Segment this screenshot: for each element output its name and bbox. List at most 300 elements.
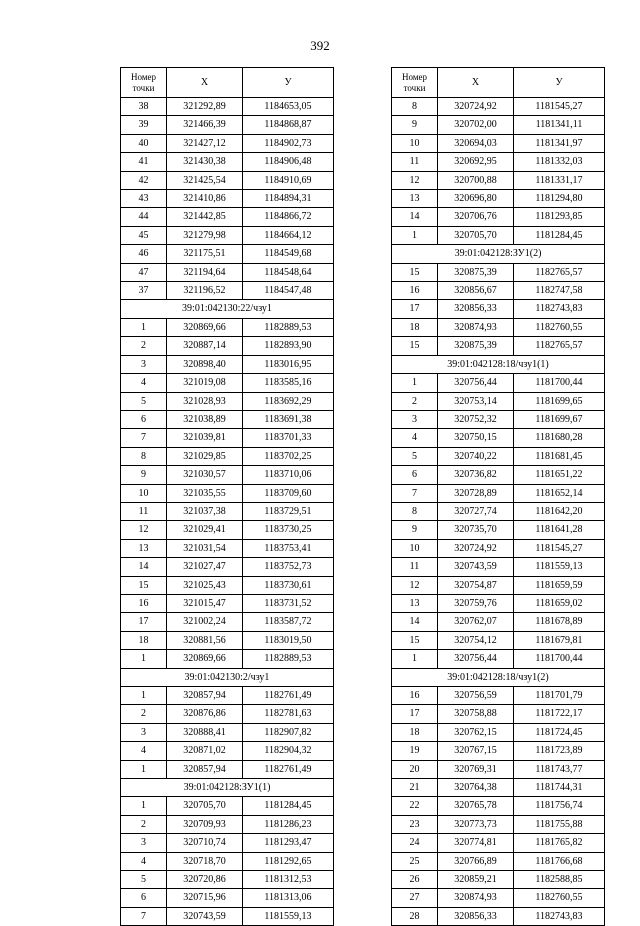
point-number-cell: 5: [121, 392, 167, 410]
y-coordinate-cell: 1181341,11: [514, 116, 605, 134]
table-row: [392, 153, 605, 171]
x-coordinate-cell: 320756,59: [438, 687, 514, 705]
table-row: [392, 337, 605, 355]
point-number-cell: 8: [392, 502, 438, 520]
point-number-cell: 18: [392, 723, 438, 741]
point-number-cell: 15: [121, 576, 167, 594]
table-row: [121, 429, 334, 447]
point-number-cell: 1: [121, 687, 167, 705]
point-number-cell: 2: [121, 337, 167, 355]
point-number-cell: 1: [121, 760, 167, 778]
x-coordinate-cell: 320874,93: [438, 889, 514, 907]
table-row: [392, 429, 605, 447]
y-coordinate-cell: 1181699,67: [514, 410, 605, 428]
y-coordinate-cell: 1181293,47: [243, 834, 334, 852]
y-coordinate-cell: 1183702,25: [243, 447, 334, 465]
point-number-cell: 44: [121, 208, 167, 226]
table-row: [392, 447, 605, 465]
point-number-cell: 25: [392, 852, 438, 870]
table-row: [392, 760, 605, 778]
table-row: [121, 208, 334, 226]
point-number-cell: 10: [392, 134, 438, 152]
y-coordinate-cell: 1181701,79: [514, 687, 605, 705]
table-row: [121, 852, 334, 870]
y-coordinate-cell: 1182760,55: [514, 889, 605, 907]
table-row: [121, 742, 334, 760]
table-row: [392, 226, 605, 244]
y-coordinate-cell: 1182761,49: [243, 760, 334, 778]
point-number-header: Номер точки: [392, 68, 438, 98]
x-coordinate-cell: 321292,89: [167, 98, 243, 116]
x-coordinate-cell: 320750,15: [438, 429, 514, 447]
y-coordinate-cell: 1184547,48: [243, 282, 334, 300]
y-coordinate-cell: 1181332,03: [514, 153, 605, 171]
x-coordinate-cell: 321037,38: [167, 502, 243, 520]
table-row: [121, 484, 334, 502]
point-number-cell: 6: [121, 410, 167, 428]
table-row: [121, 116, 334, 134]
x-coordinate-cell: 320762,07: [438, 613, 514, 631]
table-row: [392, 742, 605, 760]
section-title: 39:01:042128:ЗУ1(1): [121, 779, 334, 797]
table-row: [392, 502, 605, 520]
section-title: 39:01:042130:2/чзу1: [121, 668, 334, 686]
table-row: [121, 355, 334, 373]
section-row: [121, 668, 334, 686]
x-coordinate-cell: 321039,81: [167, 429, 243, 447]
y-coordinate-cell: 1181294,80: [514, 190, 605, 208]
y-coordinate-cell: 1183730,61: [243, 576, 334, 594]
table-row: [392, 576, 605, 594]
y-coordinate-cell: 1182907,82: [243, 723, 334, 741]
point-number-cell: 38: [121, 98, 167, 116]
table-row: [392, 594, 605, 612]
table-row: [392, 208, 605, 226]
y-coordinate-cell: 1181700,44: [514, 650, 605, 668]
x-coordinate-cell: 320874,93: [438, 318, 514, 336]
table-row: [121, 226, 334, 244]
x-header: X: [167, 68, 243, 98]
point-number-cell: 22: [392, 797, 438, 815]
table-row: [121, 834, 334, 852]
table-row: [121, 871, 334, 889]
x-coordinate-cell: 321035,55: [167, 484, 243, 502]
table-row: [392, 815, 605, 833]
table-row: [121, 282, 334, 300]
x-coordinate-cell: 320764,38: [438, 779, 514, 797]
point-number-cell: 9: [392, 521, 438, 539]
table-row: [121, 374, 334, 392]
y-coordinate-cell: 1184910,69: [243, 171, 334, 189]
x-coordinate-cell: 320856,33: [438, 907, 514, 925]
table-row: [392, 300, 605, 318]
x-coordinate-cell: 321029,41: [167, 521, 243, 539]
x-coordinate-cell: 320740,22: [438, 447, 514, 465]
table-row: [121, 539, 334, 557]
y-coordinate-cell: 1183709,60: [243, 484, 334, 502]
x-coordinate-cell: 320692,95: [438, 153, 514, 171]
table-row: [392, 410, 605, 428]
y-coordinate-cell: 1183710,06: [243, 466, 334, 484]
x-coordinate-cell: 320728,89: [438, 484, 514, 502]
table-row: [392, 484, 605, 502]
table-row: [392, 539, 605, 557]
y-coordinate-cell: 1184868,87: [243, 116, 334, 134]
x-coordinate-cell: 320856,33: [438, 300, 514, 318]
point-number-cell: 14: [121, 558, 167, 576]
x-coordinate-cell: 320756,44: [438, 374, 514, 392]
x-coordinate-cell: 320859,21: [438, 871, 514, 889]
point-number-cell: 18: [121, 631, 167, 649]
y-coordinate-cell: 1181678,89: [514, 613, 605, 631]
point-number-cell: 6: [392, 466, 438, 484]
point-number-cell: 43: [121, 190, 167, 208]
y-coordinate-cell: 1181680,28: [514, 429, 605, 447]
point-number-cell: 15: [392, 337, 438, 355]
section-title: 39:01:042128:ЗУ1(2): [392, 245, 605, 263]
point-number-cell: 26: [392, 871, 438, 889]
y-coordinate-cell: 1181651,22: [514, 466, 605, 484]
point-number-cell: 45: [121, 226, 167, 244]
point-number-cell: 13: [392, 190, 438, 208]
point-number-cell: 13: [121, 539, 167, 557]
table-row: [121, 263, 334, 281]
point-number-cell: 12: [392, 576, 438, 594]
y-coordinate-cell: 1182765,57: [514, 337, 605, 355]
table-row: [392, 834, 605, 852]
point-number-cell: 24: [392, 834, 438, 852]
point-number-cell: 2: [121, 815, 167, 833]
table-row: [392, 282, 605, 300]
point-number-cell: 17: [392, 705, 438, 723]
table-row: [121, 650, 334, 668]
y-coordinate-cell: 1183752,73: [243, 558, 334, 576]
y-coordinate-cell: 1181331,17: [514, 171, 605, 189]
table-row: [121, 760, 334, 778]
section-row: [392, 355, 605, 373]
table-row: [121, 153, 334, 171]
table-row: [121, 594, 334, 612]
point-number-cell: 15: [392, 631, 438, 649]
point-number-cell: 12: [121, 521, 167, 539]
table-header-row: [121, 68, 334, 98]
x-coordinate-cell: 320758,88: [438, 705, 514, 723]
table-row: [392, 521, 605, 539]
table-row: [121, 558, 334, 576]
table-row: [121, 466, 334, 484]
point-number-cell: 37: [121, 282, 167, 300]
y-coordinate-cell: 1183729,51: [243, 502, 334, 520]
point-number-cell: 20: [392, 760, 438, 778]
point-number-cell: 12: [392, 171, 438, 189]
y-coordinate-cell: 1183691,38: [243, 410, 334, 428]
y-coordinate-cell: 1182889,53: [243, 318, 334, 336]
y-coordinate-cell: 1184549,68: [243, 245, 334, 263]
y-coordinate-cell: 1183585,16: [243, 374, 334, 392]
y-coordinate-cell: 1181723,89: [514, 742, 605, 760]
x-coordinate-cell: 320702,00: [438, 116, 514, 134]
y-coordinate-cell: 1181722,17: [514, 705, 605, 723]
table-row: [392, 871, 605, 889]
point-number-cell: 7: [121, 429, 167, 447]
x-coordinate-cell: 320696,80: [438, 190, 514, 208]
y-coordinate-cell: 1181312,53: [243, 871, 334, 889]
point-number-cell: 1: [392, 374, 438, 392]
y-coordinate-cell: 1183730,25: [243, 521, 334, 539]
x-coordinate-cell: 320724,92: [438, 539, 514, 557]
table-header-row: [392, 68, 605, 98]
y-coordinate-cell: 1181293,85: [514, 208, 605, 226]
x-coordinate-cell: 321027,47: [167, 558, 243, 576]
x-coordinate-cell: 321031,54: [167, 539, 243, 557]
y-coordinate-cell: 1183587,72: [243, 613, 334, 631]
x-coordinate-cell: 321025,43: [167, 576, 243, 594]
point-number-cell: 3: [121, 834, 167, 852]
point-number-cell: 4: [121, 742, 167, 760]
y-coordinate-cell: 1182893,90: [243, 337, 334, 355]
y-coordinate-cell: 1181341,97: [514, 134, 605, 152]
y-coordinate-cell: 1182588,85: [514, 871, 605, 889]
x-coordinate-cell: 320766,89: [438, 852, 514, 870]
table-row: [392, 907, 605, 925]
y-coordinate-cell: 1181286,23: [243, 815, 334, 833]
point-number-cell: 47: [121, 263, 167, 281]
table-row: [121, 171, 334, 189]
x-coordinate-cell: 320743,59: [438, 558, 514, 576]
table-row: [121, 815, 334, 833]
y-coordinate-cell: 1182904,32: [243, 742, 334, 760]
x-coordinate-cell: 320756,44: [438, 650, 514, 668]
table-row: [121, 318, 334, 336]
y-coordinate-cell: 1184894,31: [243, 190, 334, 208]
x-coordinate-cell: 320700,88: [438, 171, 514, 189]
x-coordinate-cell: 320857,94: [167, 760, 243, 778]
section-title: 39:01:042128:18/чзу1(2): [392, 668, 605, 686]
x-coordinate-cell: 320875,39: [438, 263, 514, 281]
table-row: [392, 466, 605, 484]
table-row: [121, 502, 334, 520]
x-coordinate-cell: 321466,39: [167, 116, 243, 134]
y-coordinate-cell: 1181292,65: [243, 852, 334, 870]
x-coordinate-cell: 321442,85: [167, 208, 243, 226]
y-coordinate-cell: 1181313,06: [243, 889, 334, 907]
point-number-cell: 14: [392, 613, 438, 631]
point-number-cell: 10: [392, 539, 438, 557]
point-number-cell: 23: [392, 815, 438, 833]
x-coordinate-cell: 321175,51: [167, 245, 243, 263]
point-number-cell: 17: [121, 613, 167, 631]
y-header: У: [514, 68, 605, 98]
y-coordinate-cell: 1181284,45: [514, 226, 605, 244]
y-coordinate-cell: 1181700,44: [514, 374, 605, 392]
point-number-cell: 41: [121, 153, 167, 171]
x-coordinate-cell: 321019,08: [167, 374, 243, 392]
point-number-cell: 3: [121, 723, 167, 741]
y-coordinate-cell: 1181641,28: [514, 521, 605, 539]
table-row: [121, 576, 334, 594]
y-coordinate-cell: 1184653,05: [243, 98, 334, 116]
x-coordinate-cell: 320754,12: [438, 631, 514, 649]
table-row: [392, 134, 605, 152]
y-coordinate-cell: 1183016,95: [243, 355, 334, 373]
point-number-cell: 16: [392, 282, 438, 300]
point-number-cell: 2: [392, 392, 438, 410]
y-coordinate-cell: 1181744,31: [514, 779, 605, 797]
x-coordinate-cell: 320762,15: [438, 723, 514, 741]
point-number-cell: 11: [121, 502, 167, 520]
y-coordinate-cell: 1181545,27: [514, 98, 605, 116]
y-coordinate-cell: 1181284,45: [243, 797, 334, 815]
x-coordinate-cell: 321030,57: [167, 466, 243, 484]
section-title: 39:01:042128:18/чзу1(1): [392, 355, 605, 373]
table-row: [121, 723, 334, 741]
y-coordinate-cell: 1182765,57: [514, 263, 605, 281]
point-number-cell: 1: [121, 318, 167, 336]
x-coordinate-cell: 320718,70: [167, 852, 243, 870]
section-row: [392, 668, 605, 686]
section-row: [121, 300, 334, 318]
x-coordinate-cell: 320709,93: [167, 815, 243, 833]
point-number-cell: 16: [392, 687, 438, 705]
point-number-cell: 6: [121, 889, 167, 907]
x-coordinate-cell: 321410,86: [167, 190, 243, 208]
table-row: [392, 852, 605, 870]
x-coordinate-cell: 321194,64: [167, 263, 243, 281]
page-number: 392: [310, 38, 330, 53]
table-row: [121, 797, 334, 815]
x-coordinate-cell: 320705,70: [167, 797, 243, 815]
y-coordinate-cell: 1181679,81: [514, 631, 605, 649]
x-coordinate-cell: 320875,39: [438, 337, 514, 355]
y-coordinate-cell: 1181743,77: [514, 760, 605, 778]
x-coordinate-cell: 320727,74: [438, 502, 514, 520]
x-coordinate-cell: 320881,56: [167, 631, 243, 649]
point-number-cell: 5: [392, 447, 438, 465]
x-coordinate-cell: 320871,02: [167, 742, 243, 760]
point-number-cell: 1: [392, 226, 438, 244]
y-coordinate-cell: 1184866,72: [243, 208, 334, 226]
point-number-cell: 4: [392, 429, 438, 447]
point-number-cell: 11: [392, 558, 438, 576]
x-coordinate-cell: 321038,89: [167, 410, 243, 428]
point-number-cell: 7: [121, 907, 167, 925]
point-number-cell: 40: [121, 134, 167, 152]
point-number-cell: 3: [121, 355, 167, 373]
table-row: [121, 392, 334, 410]
table-row: [392, 723, 605, 741]
x-coordinate-cell: 320767,15: [438, 742, 514, 760]
point-number-header: Номер точки: [121, 68, 167, 98]
point-number-cell: 8: [392, 98, 438, 116]
x-coordinate-cell: 320706,76: [438, 208, 514, 226]
x-coordinate-cell: 320720,86: [167, 871, 243, 889]
point-number-cell: 9: [392, 116, 438, 134]
table-row: [121, 705, 334, 723]
y-coordinate-cell: 1184548,64: [243, 263, 334, 281]
point-number-cell: 19: [392, 742, 438, 760]
x-coordinate-cell: 320773,73: [438, 815, 514, 833]
section-title: 39:01:042130:22/чзу1: [121, 300, 334, 318]
table-row: [392, 318, 605, 336]
y-coordinate-cell: 1182889,53: [243, 650, 334, 668]
x-coordinate-cell: 321279,98: [167, 226, 243, 244]
table-row: [392, 613, 605, 631]
table-row: [121, 631, 334, 649]
x-coordinate-cell: 320710,74: [167, 834, 243, 852]
x-coordinate-cell: 320887,14: [167, 337, 243, 355]
table-row: [392, 631, 605, 649]
x-coordinate-cell: 320724,92: [438, 98, 514, 116]
section-row: [121, 779, 334, 797]
x-coordinate-cell: 320736,82: [438, 466, 514, 484]
y-coordinate-cell: 1182761,49: [243, 687, 334, 705]
y-coordinate-cell: 1182743,83: [514, 300, 605, 318]
y-coordinate-cell: 1182747,58: [514, 282, 605, 300]
table-row: [121, 410, 334, 428]
table-row: [121, 337, 334, 355]
table-row: [121, 190, 334, 208]
x-coordinate-cell: 320876,86: [167, 705, 243, 723]
coordinates-table-right: [391, 67, 605, 926]
point-number-cell: 11: [392, 153, 438, 171]
table-row: [121, 521, 334, 539]
x-coordinate-cell: 320888,41: [167, 723, 243, 741]
x-coordinate-cell: 320752,32: [438, 410, 514, 428]
table-row: [392, 392, 605, 410]
point-number-cell: 14: [392, 208, 438, 226]
point-number-cell: 28: [392, 907, 438, 925]
point-number-cell: 27: [392, 889, 438, 907]
x-coordinate-cell: 320754,87: [438, 576, 514, 594]
x-coordinate-cell: 320759,76: [438, 594, 514, 612]
y-coordinate-cell: 1181559,13: [514, 558, 605, 576]
table-row: [121, 134, 334, 152]
point-number-cell: 17: [392, 300, 438, 318]
point-number-cell: 46: [121, 245, 167, 263]
x-coordinate-cell: 321028,93: [167, 392, 243, 410]
point-number-cell: 2: [121, 705, 167, 723]
table-row: [121, 447, 334, 465]
y-coordinate-cell: 1183753,41: [243, 539, 334, 557]
x-coordinate-cell: 321196,52: [167, 282, 243, 300]
y-coordinate-cell: 1181765,82: [514, 834, 605, 852]
x-coordinate-cell: 320869,66: [167, 650, 243, 668]
table-row: [392, 705, 605, 723]
table-row: [392, 687, 605, 705]
y-coordinate-cell: 1183701,33: [243, 429, 334, 447]
x-coordinate-cell: 321430,38: [167, 153, 243, 171]
y-coordinate-cell: 1181642,20: [514, 502, 605, 520]
x-coordinate-cell: 320705,70: [438, 226, 514, 244]
x-coordinate-cell: 321425,54: [167, 171, 243, 189]
table-row: [392, 190, 605, 208]
table-row: [392, 797, 605, 815]
y-coordinate-cell: 1182760,55: [514, 318, 605, 336]
point-number-cell: 3: [392, 410, 438, 428]
y-coordinate-cell: 1183692,29: [243, 392, 334, 410]
y-coordinate-cell: 1181755,88: [514, 815, 605, 833]
x-header: X: [438, 68, 514, 98]
point-number-cell: 1: [121, 650, 167, 668]
y-coordinate-cell: 1184664,12: [243, 226, 334, 244]
point-number-cell: 21: [392, 779, 438, 797]
point-number-cell: 4: [121, 852, 167, 870]
y-coordinate-cell: 1181756,74: [514, 797, 605, 815]
table-row: [392, 263, 605, 281]
y-coordinate-cell: 1181766,68: [514, 852, 605, 870]
point-number-cell: 10: [121, 484, 167, 502]
table-row: [392, 374, 605, 392]
